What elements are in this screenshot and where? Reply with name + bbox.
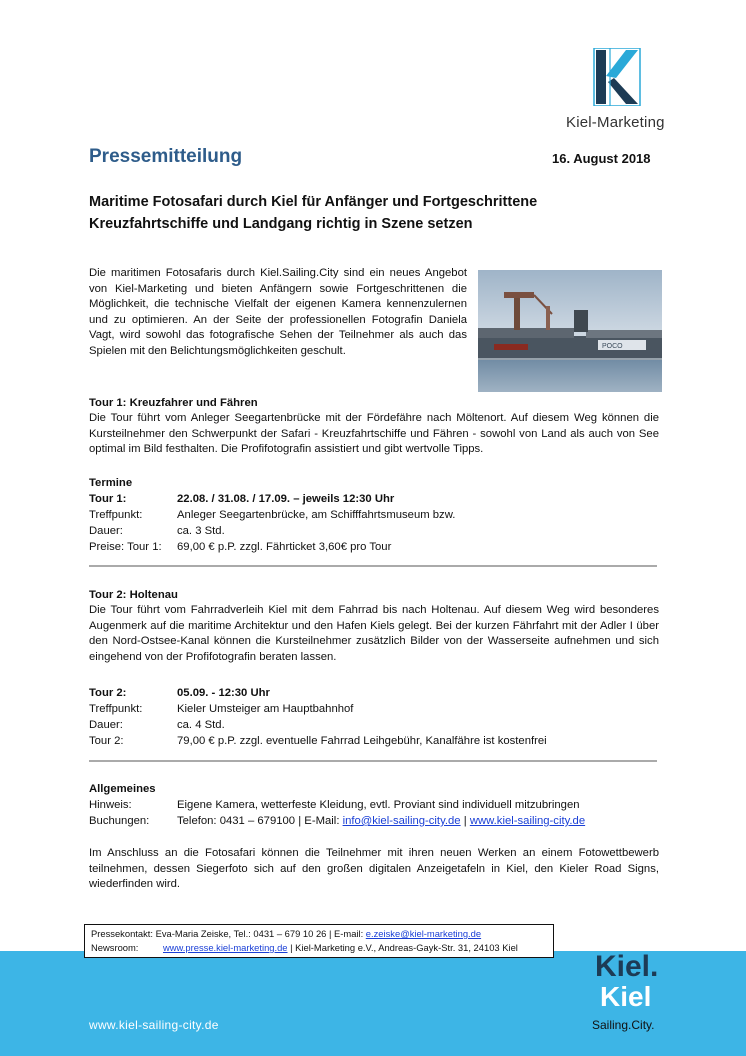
tour2-heading: Tour 2: Holtenau bbox=[89, 589, 178, 601]
press-contact-label: Pressekontakt: Eva-Maria Zeiske, Tel.: 0431 – 679 10 26 | E-mail: bbox=[91, 928, 366, 939]
logo-word-bottom: Kiel bbox=[600, 981, 652, 1012]
termine-heading: Termine bbox=[89, 477, 133, 489]
booking-row bbox=[89, 814, 585, 830]
newsroom-label: Newsroom: bbox=[91, 942, 139, 953]
tour1-dates: 22.08. / 31.08. / 17.09. – jeweils 12:30 Uhr bbox=[177, 493, 395, 505]
release-date: 16. August 2018 bbox=[552, 151, 651, 166]
press-contact-line bbox=[91, 927, 547, 941]
note-row bbox=[89, 798, 580, 814]
price-value: 69,00 € p.P. zzgl. Fährticket 3,60€ pro Tour bbox=[177, 541, 392, 553]
page-title: Pressemitteilung bbox=[89, 146, 243, 167]
tour1-duration-row bbox=[89, 524, 225, 540]
tour1-label: Tour 1: bbox=[89, 493, 127, 505]
note-label: Hinweis: bbox=[89, 799, 132, 811]
meeting-label: Treffpunkt: bbox=[89, 509, 143, 521]
price-value: 79,00 € p.P. zzgl. eventuelle Fahrrad Leihgebühr, Kanalfähre ist kostenfrei bbox=[177, 735, 547, 747]
price-label: Tour 2: bbox=[89, 735, 124, 747]
tour2-text: Die Tour führt vom Fahrradverleih Kiel mit dem Fahrrad bis nach Holtenau. Auf diesem Weg wird besonderes Augenmerk auf die maritime Architektur und den Hafen Kiels gelegt. Bei der kurzen Fährfahrt mit der Adler I über den Nord-Ostsee-Kanal können die Kursteilnehmer zusätzlich Bilder von der Wasserseite aufnehmen und sich eingehend von der Profifotografin beraten lassen. bbox=[89, 604, 659, 663]
headline-line-1: Maritime Fotosafari durch Kiel für Anfänger und Fortgeschrittene bbox=[89, 194, 538, 210]
brand-name: Kiel-Marketing bbox=[566, 114, 665, 131]
booking-phone: Telefon: 0431 – 679100 | E-Mail: bbox=[177, 815, 343, 827]
tour1-dates-row bbox=[89, 492, 394, 508]
newsroom-address: | Kiel-Marketing e.V., Andreas-Gayk-Str. 31, 24103 Kiel bbox=[287, 942, 518, 953]
harbour-photo bbox=[478, 270, 662, 392]
meeting-label: Treffpunkt: bbox=[89, 703, 143, 715]
meeting-value: Anleger Seegartenbrücke, am Schifffahrtsmuseum bzw. bbox=[177, 509, 456, 521]
booking-separator: | bbox=[460, 815, 470, 827]
price-label: Preise: Tour 1: bbox=[89, 541, 162, 553]
svg-text:POCO: POCO bbox=[602, 343, 623, 350]
duration-value: ca. 3 Std. bbox=[177, 525, 225, 537]
duration-label: Dauer: bbox=[89, 719, 123, 731]
tour1-heading: Tour 1: Kreuzfahrer und Fähren bbox=[89, 397, 258, 409]
meeting-value: Kieler Umsteiger am Hauptbahnhof bbox=[177, 703, 354, 715]
intro-paragraph: Die maritimen Fotosafaris durch Kiel.Sailing.City sind ein neues Angebot von Kiel-Marketing und bieten Anfängern sowie Fortgeschrittenen die Möglichkeit, die technische Vielfalt der eigenen Kamera kennenzulernen und zu optimieren. An der Seite der professionellen Fotografin Daniela Vagt, wird sowohl das fotografische Sehen der Teilnehmer als auch das Spielen mit den Belichtungsmöglichkeiten geschult. bbox=[89, 267, 467, 357]
tour2-label: Tour 2: bbox=[89, 687, 127, 699]
tour2-dates-row bbox=[89, 686, 270, 702]
general-heading: Allgemeines bbox=[89, 783, 156, 795]
tour2-meeting-row bbox=[89, 702, 353, 718]
tour2-dates: 05.09. - 12:30 Uhr bbox=[177, 687, 270, 699]
booking-label: Buchungen: bbox=[89, 815, 150, 827]
kiel-marketing-logo bbox=[592, 48, 642, 106]
tour1-price-row bbox=[89, 540, 391, 556]
press-email-link[interactable]: e.zeiske@kiel-marketing.de bbox=[365, 928, 482, 939]
newsroom-link[interactable]: www.presse.kiel-marketing.de bbox=[163, 942, 288, 953]
duration-label: Dauer: bbox=[89, 525, 123, 537]
kiel-sailing-city-logo bbox=[594, 946, 666, 1016]
tour1-text: Die Tour führt vom Anleger Seegartenbrücke mit der Fördefähre nach Möltenort. Auf diesem Weg können die Kursteilnehmer den Schwerpunkt der Safari - Kreuzfahrtschiffe und Fähren - sowohl von Land als auch von See optimal im Bild festhalten. Die Profifotografin assistiert und gibt wertvolle Tipps. bbox=[89, 412, 659, 456]
booking-email-link[interactable]: info@kiel-sailing-city.de bbox=[342, 815, 461, 827]
tagline: Sailing.City. bbox=[592, 1018, 655, 1032]
tour2-duration-row bbox=[89, 718, 225, 734]
divider bbox=[89, 565, 657, 567]
duration-value: ca. 4 Std. bbox=[177, 719, 225, 731]
note-value: Eigene Kamera, wetterfeste Kleidung, evtl. Proviant sind individuell mitzubringen bbox=[177, 799, 580, 811]
tour2-price-row bbox=[89, 734, 547, 750]
footer-url[interactable]: www.kiel-sailing-city.de bbox=[89, 1018, 219, 1032]
press-contact-box bbox=[84, 924, 554, 958]
closing-paragraph: Im Anschluss an die Fotosafari können die Teilnehmer mit ihren neuen Werken an einem Fotowettbewerb teilnehmen, dessen Siegerfoto sich auf den großen digitalen Anzeigetafeln in Kiel, den Kieler Road Signs, wiederfinden wird. bbox=[89, 847, 659, 891]
headline-line-2: Kreuzfahrtschiffe und Landgang richtig in Szene setzen bbox=[89, 216, 473, 232]
tour1-meeting-row bbox=[89, 508, 455, 524]
newsroom-line bbox=[91, 941, 547, 955]
logo-word-top: Kiel. bbox=[595, 950, 659, 983]
booking-website-link[interactable]: www.kiel-sailing-city.de bbox=[469, 815, 586, 827]
divider bbox=[89, 760, 657, 762]
